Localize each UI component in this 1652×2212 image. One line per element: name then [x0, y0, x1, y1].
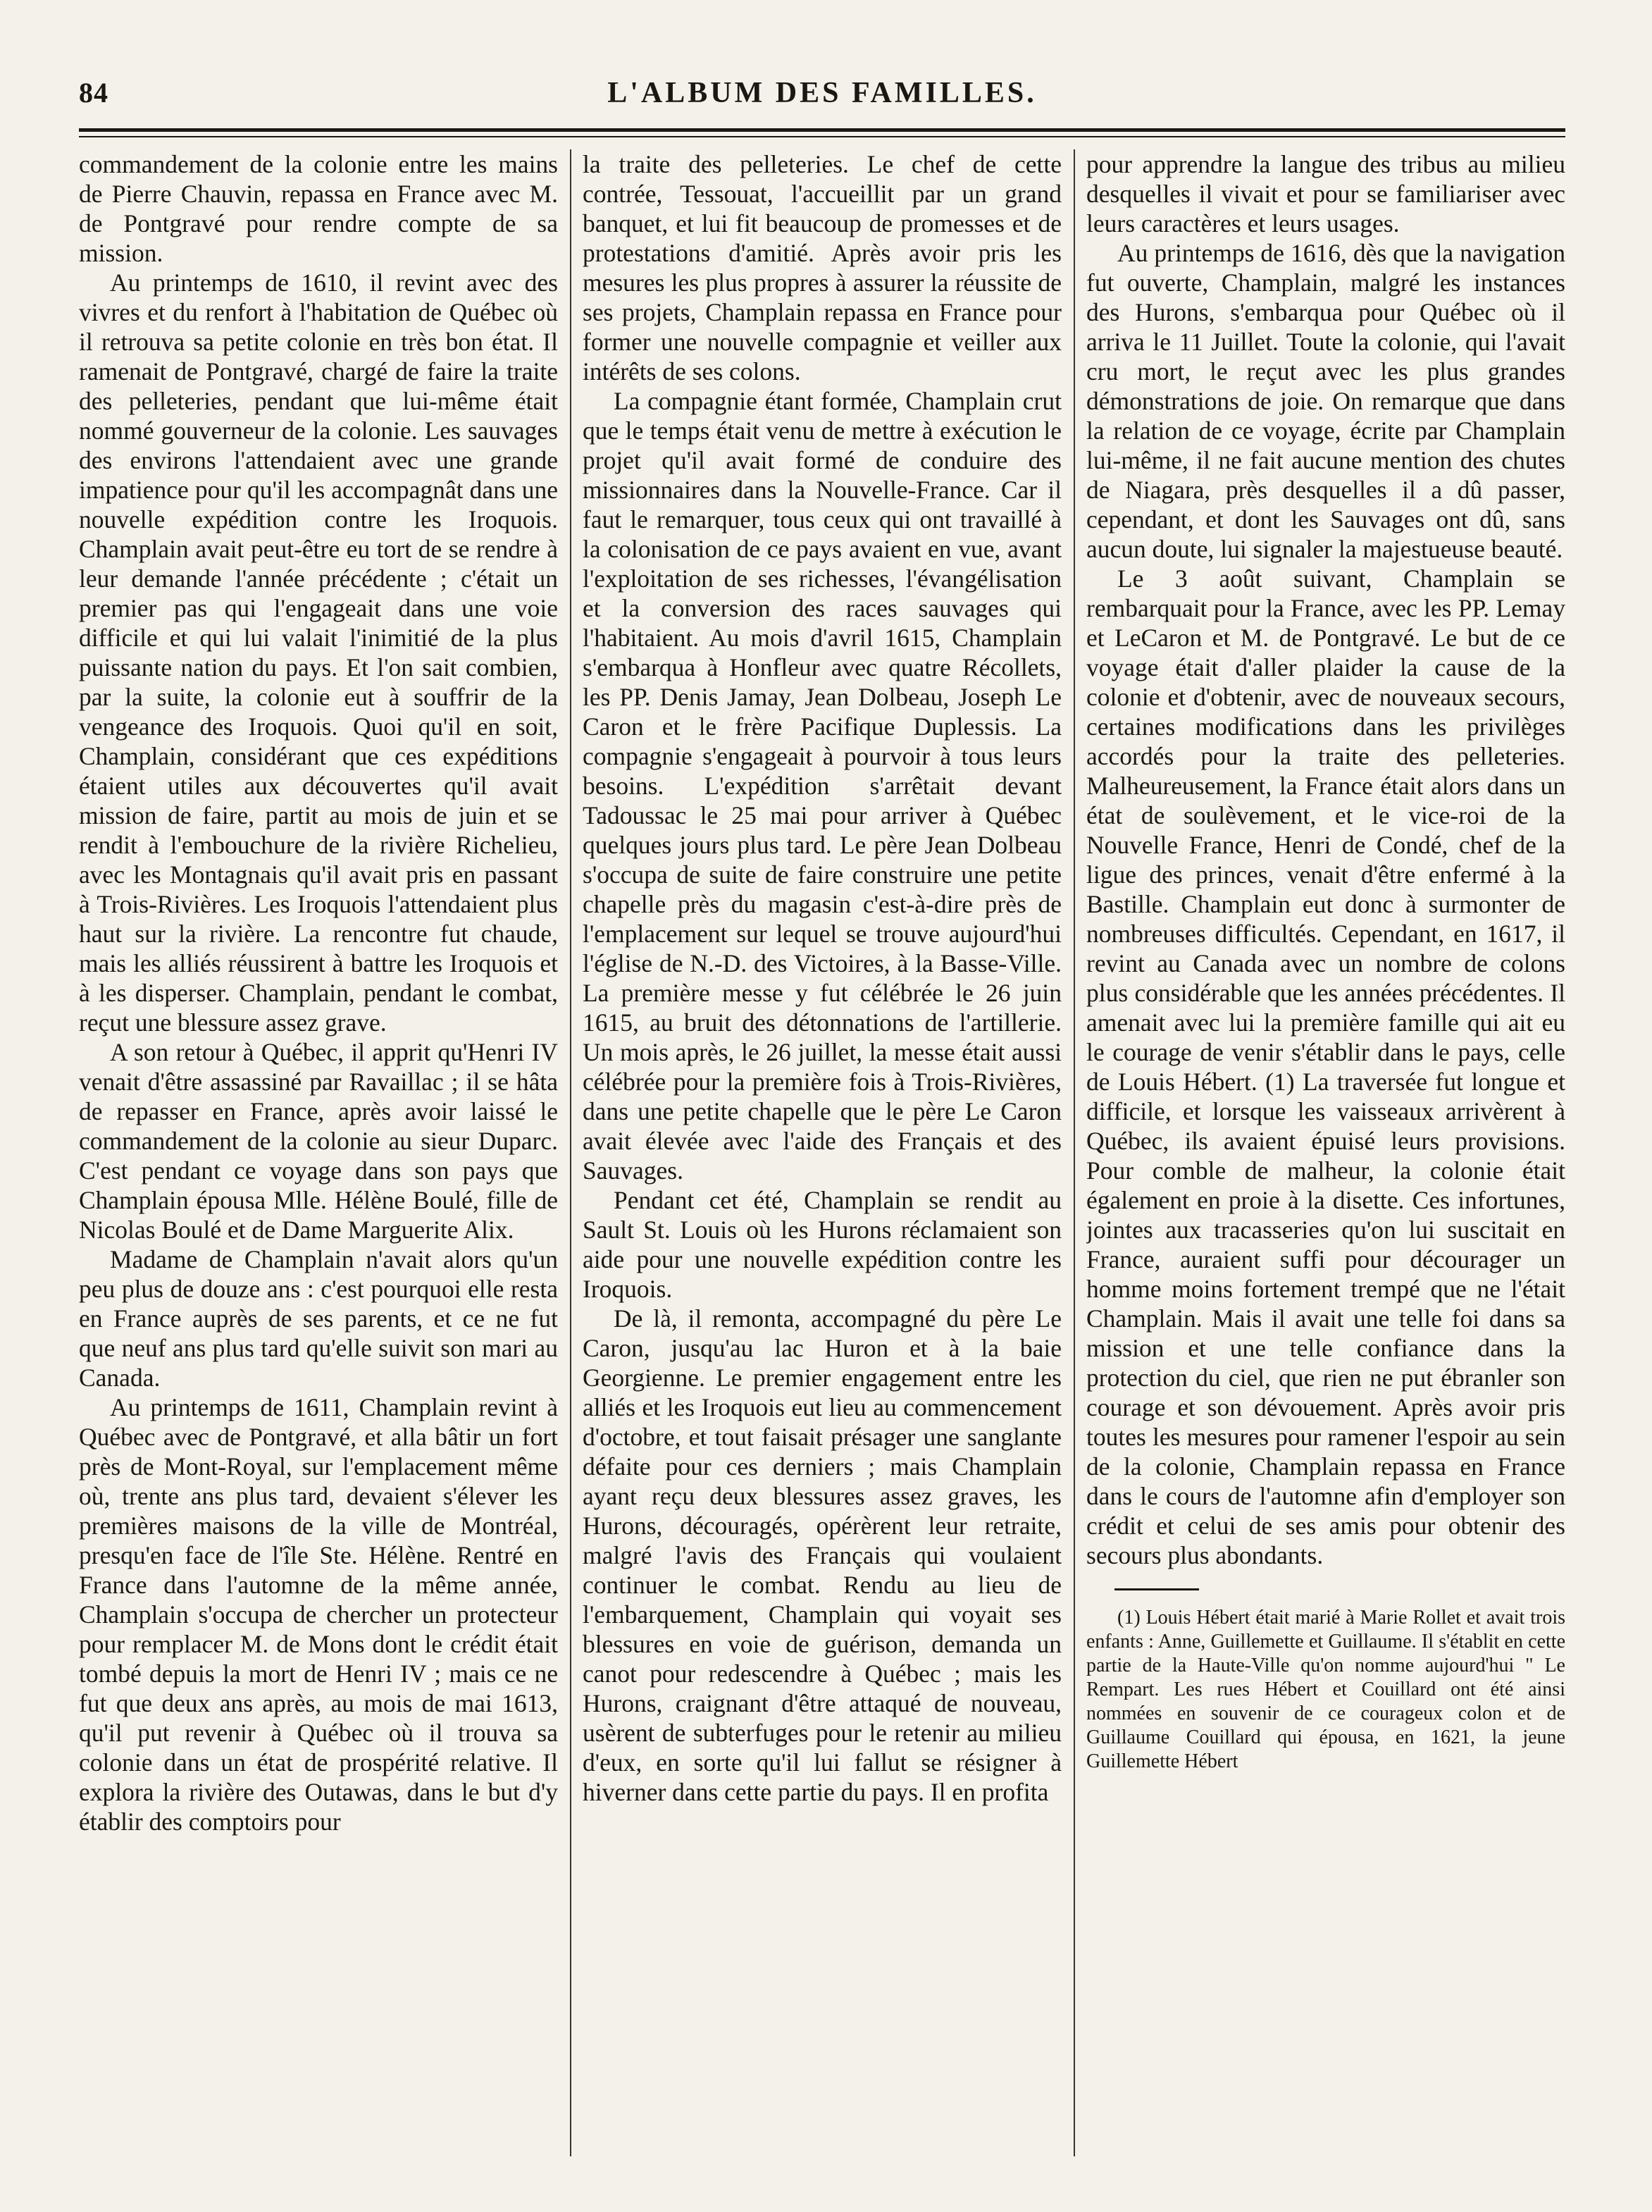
- column-3: [1086, 149, 1565, 2156]
- text-columns: [79, 149, 1565, 2156]
- page-header: [79, 70, 1565, 116]
- column-1: [79, 149, 558, 2156]
- page-number: 84: [79, 77, 108, 109]
- header-rule-thin: [79, 136, 1565, 137]
- paragraph: De là, il remonta, accompagné du père Le Caron, jusqu'au lac Huron et à la baie Georgienne. Le premier engagement entre les alliés et les Iroquois eut lieu au commencement d'octobre, et tout faisait présager une sanglante défaite pour ces derniers ; mais Champlain ayant reçu deux blessures assez graves, les Hurons, découragés, opérèrent leur retraite, malgré l'avis des Français qui voulaient continuer le combat. Rendu au lieu de l'embarquement, Champlain qui voyait ses blessures en voie de guérison, demanda un canot pour redescendre à Québec ; mais les Hurons, craignant d'être attaqué de nouveau, usèrent de subterfuges pour le retenir au milieu d'eux, en sorte qu'il lui fallut se résigner à hiverner dans cette partie du pays. Il en profita: [583, 1304, 1062, 1806]
- paragraph: Au printemps de 1611, Champlain revint à Québec avec de Pontgravé, et alla bâtir un fort près de Mont-Royal, sur l'emplacement même où, trente ans plus tard, devaient s'élever les premières maisons de la ville de Montréal, presqu'en face de l'île Ste. Hélène. Rentré en France dans l'automne de la même année, Champlain s'occupa de chercher un protecteur pour remplacer M. de Mons dont le crédit était tombé depuis la mort de Henri IV ; mais ce ne fut que deux ans après, au mois de mai 1613, qu'il put revenir à Québec où il trouva sa colonie dans un état de prospérité relative. Il explora la rivière des Outawas, dans le but d'y établir des comptoirs pour: [79, 1393, 558, 1836]
- paragraph: Pendant cet été, Champlain se rendit au Sault St. Louis où les Hurons réclamaient son aide pour une nouvelle expédition contre les Iroquois.: [583, 1186, 1062, 1303]
- footnote: (1) Louis Hébert était marié à Marie Rollet et avait trois enfants : Anne, Guillemette et Guillaume. Il s'établit en cette partie de la Haute-Ville qu'on nomme aujourd'hui " Le Rempart. Les rues Hébert et Couillard ont été ainsi nommées en souvenir de ce courageux colon et de Guillaume Couillard qui épousa, en 1621, la jeune Guillemette Hébert: [1086, 1607, 1565, 1772]
- paragraph: Le 3 août suivant, Champlain se rembarquait pour la France, avec les PP. Lemay et LeCaron et M. de Pontgravé. Le but de ce voyage était d'aller plaider la cause de la colonie et d'obtenir, avec de nouveaux secours, certaines modifications dans les privilèges accordés pour la traite des pelleteries. Malheureusement, la France était alors dans un état de soulèvement, et le vice-roi de la Nouvelle France, Henri de Condé, chef de la ligue des princes, venait d'être enfermé à la Bastille. Champlain eut donc à surmonter de nombreuses difficultés. Cependant, en 1617, il revint au Canada avec un nombre de colons plus considérable que les années précédentes. Il amenait avec lui la première famille qui ait eu le courage de venir s'établir dans le pays, celle de Louis Hébert. (1) La traversée fut longue et difficile, et lorsque les vaisseaux arrivèrent à Québec, ils avaient épuisé leurs provisions. Pour comble de malheur, la colonie était également en proie à la disette. Ces infortunes, jointes aux tracasseries qu'on lui suscitait en France, auraient suffi pour décourager un homme moins fortement trempé que ne l'était Champlain. Mais il avait une telle foi dans sa mission et une telle confiance dans la protection du ciel, que rien ne put ébranler son courage et son dévouement. Après avoir pris toutes les mesures pour ramener l'espoir au sein de la colonie, Champlain repassa en France dans le cours de l'automne afin d'employer son crédit et celui de ses amis pour obtenir des secours plus abondants.: [1086, 564, 1565, 1569]
- paragraph: A son retour à Québec, il apprit qu'Henri IV venait d'être assassiné par Ravaillac ; il se hâta de repasser en France, après avoir laissé le commandement de la colonie au sieur Duparc. C'est pendant ce voyage dans son pays que Champlain épousa Mlle. Hélène Boulé, fille de Nicolas Boulé et de Dame Marguerite Alix.: [79, 1038, 558, 1244]
- page: [79, 70, 1565, 2156]
- paragraph: Au printemps de 1616, dès que la navigation fut ouverte, Champlain, malgré les instances des Hurons, s'embarqua pour Québec où il arriva le 11 Juillet. Toute la colonie, qui l'avait cru mort, le reçut avec les plus grandes démonstrations de joie. On remarque que dans la relation de ce voyage, écrite par Champlain lui-même, il ne fait aucune mention des chutes de Niagara, près desquelles il a dû passer, cependant, et dont les Sauvages ont dû, sans aucun doute, lui signaler la majestueuse beauté.: [1086, 239, 1565, 563]
- paragraph: Madame de Champlain n'avait alors qu'un peu plus de douze ans : c'est pourquoi elle resta en France auprès de ses parents, et ce ne fut que neuf ans plus tard qu'elle suivit son mari au Canada.: [79, 1245, 558, 1392]
- column-divider: [1074, 149, 1075, 2156]
- paragraph: Au printemps de 1610, il revint avec des vivres et du renfort à l'habitation de Québec où il retrouva sa petite colonie en très bon état. Il ramenait de Pontgravé, chargé de faire la traite des pelleteries, pendant que lui-même était nommé gouverneur de la colonie. Les sauvages des environs l'attendaient avec une grande impatience pour qu'il les accompagnât dans une nouvelle expédition contre les Iroquois. Champlain avait peut-être eu tort de se rendre à leur demande l'année précédente ; c'était un premier pas qui l'engageait dans une voie difficile et qui lui valait l'inimitié de la plus puissante nation du pays. Et l'on sait combien, par la suite, la colonie eut à souffrir de la vengeance des Iroquois. Quoi qu'il en soit, Champlain, considérant que ces expéditions étaient utiles aux découvertes qu'il avait mission de faire, partit au mois de juin et se rendit à l'embouchure de la rivière Richelieu, avec les Montagnais qu'il avait pris en passant à Trois-Rivières. Les Iroquois l'attendaient plus haut sur la rivière. La rencontre fut chaude, mais les alliés réussirent à battre les Iroquois et à les disperser. Champlain, pendant le combat, reçut une blessure assez grave.: [79, 268, 558, 1037]
- running-title: L'ALBUM DES FAMILLES.: [607, 77, 1037, 109]
- column-2: [583, 149, 1062, 2156]
- paragraph: pour apprendre la langue des tribus au milieu desquelles il vivait et pour se familiariser avec leurs caractères et leurs usages.: [1086, 150, 1565, 237]
- column-divider: [570, 149, 571, 2156]
- paragraph: La compagnie étant formée, Champlain crut que le temps était venu de mettre à exécution le projet qu'il avait formé de conduire des missionnaires dans la Nouvelle-France. Car il faut le remarquer, tous ceux qui ont travaillé à la colonisation de ce pays avaient en vue, avant l'exploitation de ses richesses, l'évangélisation et la conversion des races sauvages qui l'habitaient. Au mois d'avril 1615, Champlain s'embarqua à Honfleur avec quatre Récollets, les PP. Denis Jamay, Jean Dolbeau, Joseph Le Caron et le frère Pacifique Duplessis. La compagnie s'engageait à pourvoir à tous leurs besoins. L'expédition s'arrêtait devant Tadoussac le 25 mai pour arriver à Québec quelques jours plus tard. Le père Jean Dolbeau s'occupa de suite de faire construire une petite chapelle près du magasin c'est-à-dire près de l'emplacement sur lequel se trouve aujourd'hui l'église de N.-D. des Victoires, à la Basse-Ville. La première messe y fut célébrée le 26 juin 1615, au bruit des détonnations de l'artillerie. Un mois après, le 26 juillet, la messe était aussi célébrée pour la première fois à Trois-Rivières, dans une petite chapelle que le père Le Caron avait élevée avec l'aide des Français et des Sauvages.: [583, 387, 1062, 1185]
- header-rule-thick: [79, 128, 1565, 132]
- footnote-rule: [1114, 1588, 1199, 1590]
- paragraph: commandement de la colonie entre les mains de Pierre Chauvin, repassa en France avec M. de Pontgravé pour rendre compte de sa mission.: [79, 150, 558, 267]
- paragraph: la traite des pelleteries. Le chef de cette contrée, Tessouat, l'accueillit par un grand banquet, et lui fit beaucoup de promesses et de protestations d'amitié. Après avoir pris les mesures les plus propres à assurer la réussite de ses projets, Champlain repassa en France pour former une nouvelle compagnie et veiller aux intérêts de ses colons.: [583, 150, 1062, 385]
